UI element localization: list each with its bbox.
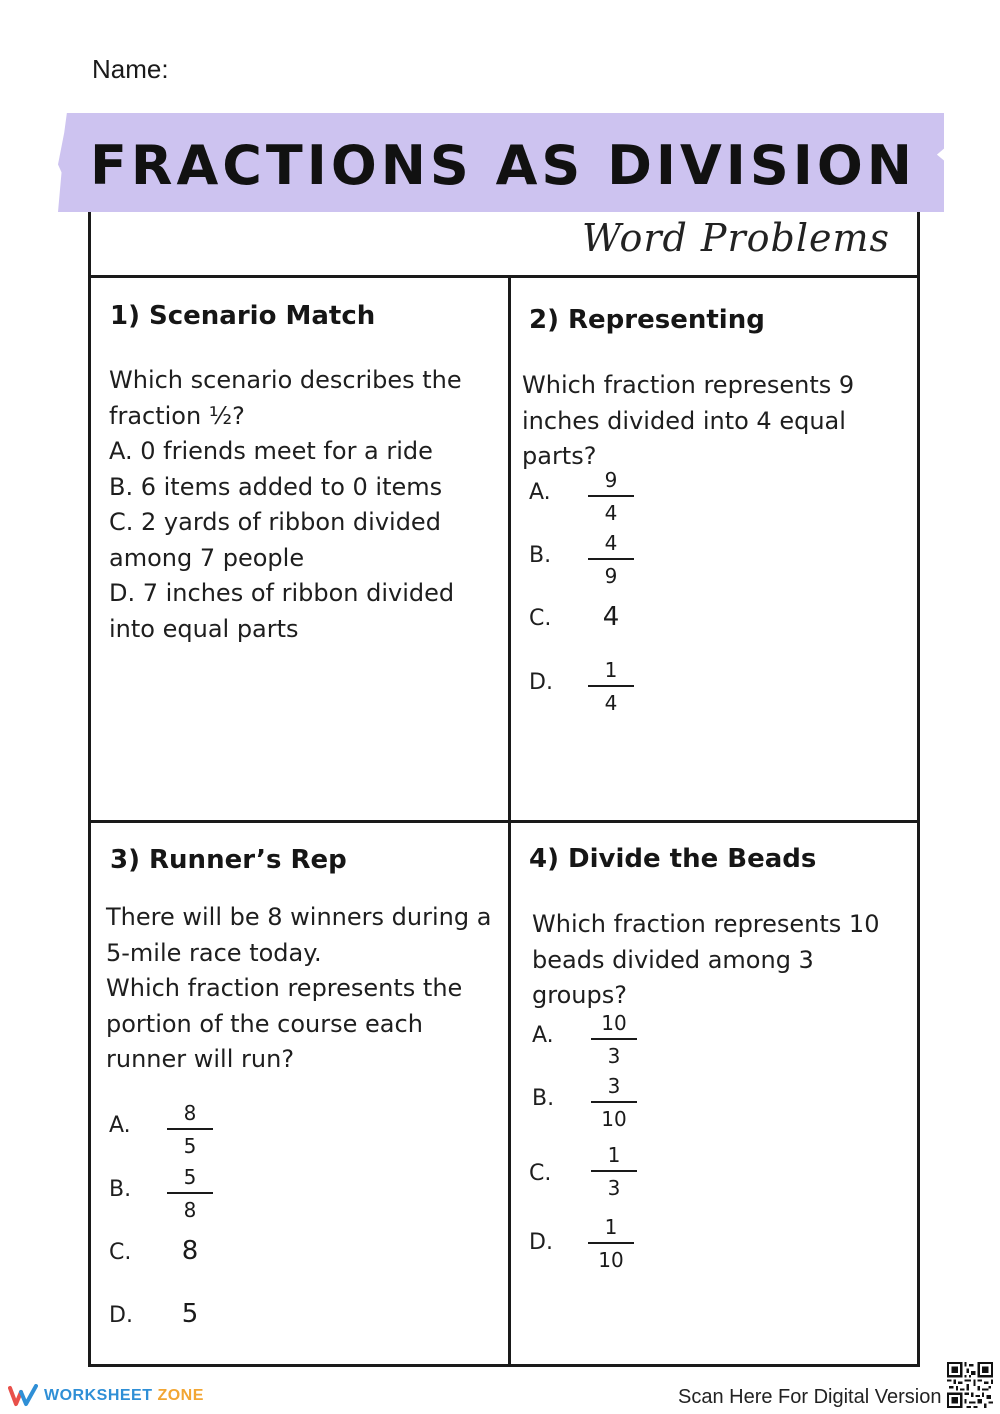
row-divider: [88, 820, 917, 823]
question-2-option-a-fraction[interactable]: [588, 468, 634, 525]
brand-name-part1: WORKSHEET: [44, 1387, 153, 1404]
question-3-option-d-value[interactable]: 5: [181, 1299, 199, 1329]
question-2-option-c-label: C.: [529, 606, 552, 631]
worksheet-title: FRACTIONS AS DIVISION: [90, 134, 916, 197]
numerator: 10: [601, 1011, 627, 1035]
fraction-bar: [591, 1038, 637, 1040]
fraction-bar: [591, 1170, 637, 1172]
question-2-option-d-fraction[interactable]: [588, 658, 634, 715]
worksheet-subtitle: Word Problems: [582, 216, 891, 260]
question-4-option-b-fraction[interactable]: [591, 1074, 637, 1131]
numerator: 1: [604, 658, 618, 682]
qr-code-icon[interactable]: [947, 1362, 993, 1408]
numerator: 5: [183, 1165, 197, 1189]
denominator: 3: [607, 1044, 621, 1068]
question-2-option-d-label: D.: [529, 670, 553, 695]
name-label: Name:: [92, 54, 169, 84]
question-2-option-c-value[interactable]: 4: [602, 602, 620, 632]
question-4-option-c-label: C.: [529, 1161, 552, 1186]
numerator: 9: [604, 468, 618, 492]
denominator: 4: [604, 501, 618, 525]
denominator: 10: [601, 1107, 627, 1131]
fraction-bar: [167, 1192, 213, 1194]
denominator: 10: [598, 1248, 624, 1272]
question-3-option-a-fraction[interactable]: [167, 1101, 213, 1158]
question-3-option-b-label: B.: [109, 1177, 132, 1202]
question-3-option-d-label: D.: [109, 1303, 133, 1328]
footer-brand[interactable]: [8, 1384, 204, 1408]
fraction-bar: [591, 1101, 637, 1103]
worksheet-zone-logo-icon: [8, 1384, 38, 1408]
fraction-bar: [588, 558, 634, 560]
question-2-option-b-fraction[interactable]: [588, 531, 634, 588]
brand-name-part2: ZONE: [157, 1387, 204, 1404]
question-2-title: 2) Representing: [529, 305, 765, 335]
question-4-option-c-fraction[interactable]: [591, 1143, 637, 1200]
numerator: 4: [604, 531, 618, 555]
numerator: 1: [607, 1143, 621, 1167]
fraction-bar: [167, 1128, 213, 1130]
numerator: 3: [607, 1074, 621, 1098]
numerator: 8: [183, 1101, 197, 1125]
question-3-text: There will be 8 winners during a 5-mile race today. Which fraction represents the portion of the course each runner will run?: [106, 903, 492, 1073]
question-4-option-d-label: D.: [529, 1230, 553, 1255]
question-4-option-a-label: A.: [532, 1023, 554, 1048]
question-4-title: 4) Divide the Beads: [529, 844, 817, 874]
fraction-bar: [588, 1242, 634, 1244]
fraction-bar: [588, 495, 634, 497]
question-2-option-b-label: B.: [529, 543, 552, 568]
denominator: 3: [607, 1176, 621, 1200]
scan-instruction: Scan Here For Digital Version: [678, 1386, 942, 1408]
question-3-option-b-fraction[interactable]: [167, 1165, 213, 1222]
denominator: 8: [183, 1198, 197, 1222]
question-1-title: 1) Scenario Match: [110, 301, 376, 331]
question-2-option-a-label: A.: [529, 480, 551, 505]
question-1-text: Which scenario describes the fraction ½? A. 0 friends meet for a ride B. 6 items added to 0 items C. 2 yards of ribbon divided among 7 people D. 7 inches of ribbon divided into equal parts: [109, 366, 462, 643]
numerator: 1: [604, 1215, 618, 1239]
brand-name: [44, 1387, 204, 1405]
header-divider: [88, 275, 917, 278]
denominator: 5: [183, 1134, 197, 1158]
question-3-option-c-value[interactable]: 8: [181, 1236, 199, 1266]
question-4-text: Which fraction represents 10 beads divided among 3 groups?: [532, 910, 880, 1009]
fraction-bar: [588, 685, 634, 687]
denominator: 9: [604, 564, 618, 588]
question-3-option-a-label: A.: [109, 1113, 131, 1138]
question-4-option-a-fraction[interactable]: [591, 1011, 637, 1068]
question-3-title: 3) Runner’s Rep: [110, 845, 347, 875]
question-3-option-c-label: C.: [109, 1240, 132, 1265]
denominator: 4: [604, 691, 618, 715]
question-4-option-b-label: B.: [532, 1086, 555, 1111]
question-2-text: Which fraction represents 9 inches divided into 4 equal parts?: [522, 371, 855, 470]
question-4-option-d-fraction[interactable]: [588, 1215, 634, 1272]
